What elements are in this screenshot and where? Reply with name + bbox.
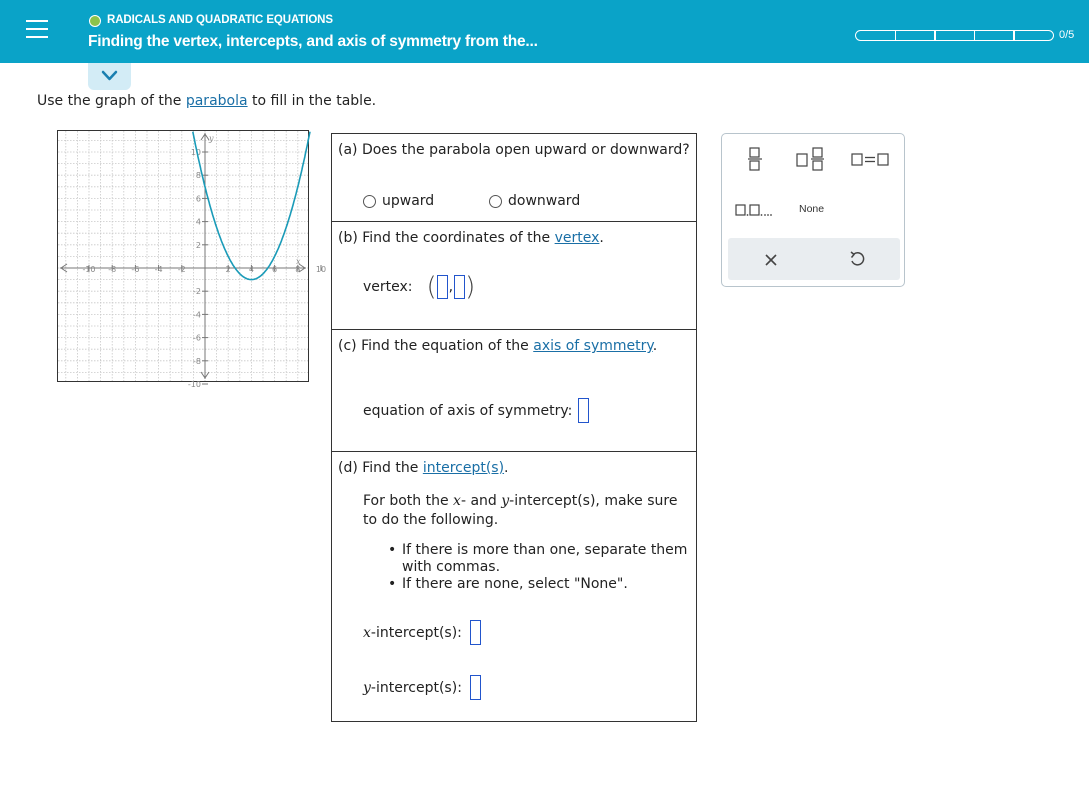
fraction-icon — [747, 146, 763, 172]
part-d-prefix: (d) Find the — [338, 460, 419, 476]
y-tick-label: -4 — [193, 310, 201, 320]
y-tick-label: -6 — [193, 333, 201, 343]
note-text: -intercept(s), make sure — [509, 493, 678, 509]
x-axis-label: x — [296, 257, 301, 266]
list-icon — [735, 203, 775, 217]
x-tick-label: -4 — [154, 265, 163, 274]
x-tick-label: -10 — [82, 265, 96, 274]
collapse-header-button[interactable] — [88, 63, 131, 90]
x-tick-label: 6 — [272, 265, 278, 274]
vertex-y-input[interactable] — [454, 275, 465, 299]
graph-canvas — [58, 131, 327, 389]
x-intercept-answer — [363, 620, 481, 645]
option-downward[interactable] — [489, 193, 580, 209]
vertex-answer — [363, 272, 475, 302]
part-b-question — [338, 230, 604, 246]
x-intercept-input[interactable] — [470, 620, 481, 645]
progress-count: 0/5 — [1059, 29, 1075, 41]
progress-segment — [974, 30, 1015, 41]
progress-segment — [855, 30, 896, 41]
chevron-down-icon — [101, 70, 118, 82]
part-d-row — [332, 452, 696, 721]
radio-circle-icon — [489, 195, 502, 208]
part-d-question — [338, 460, 509, 476]
y-axis-label: y — [209, 134, 214, 143]
option-upward[interactable] — [363, 193, 434, 209]
option-upward-label: upward — [382, 193, 435, 209]
undo-button[interactable] — [849, 250, 865, 272]
y-tick-label: -2 — [193, 287, 201, 297]
bullet-item: • If there are none, select "None". — [384, 576, 696, 593]
part-c-prefix: (c) Find the equation of the — [338, 338, 529, 354]
x-intercept-label: -intercept(s): — [370, 624, 462, 641]
x-tick-label: -8 — [108, 265, 117, 274]
mixed-number-icon — [796, 146, 826, 172]
x-tick-label: 2 — [225, 265, 231, 274]
x-tick-label: 8 — [295, 265, 301, 274]
part-c-row — [332, 330, 696, 452]
list-button[interactable] — [735, 202, 775, 221]
vertex-label: vertex: — [363, 279, 413, 295]
part-d-suffix: . — [504, 460, 509, 476]
equals-button[interactable] — [851, 152, 891, 172]
y-tick-label: 8 — [195, 171, 201, 181]
close-icon — [764, 253, 778, 267]
math-palette — [721, 133, 905, 287]
part-c-question — [338, 338, 657, 354]
parabola-graph — [57, 130, 327, 389]
y-var: y — [363, 679, 371, 696]
axis-label: equation of axis of symmetry: — [363, 402, 573, 419]
vertex-x-input[interactable] — [437, 275, 448, 299]
y-tick-label: 4 — [195, 217, 201, 227]
x-tick-label: 10 — [315, 265, 327, 274]
x-var: x — [363, 624, 371, 641]
menu-icon[interactable] — [26, 20, 48, 40]
none-button[interactable]: None — [799, 203, 825, 215]
undo-icon — [849, 250, 865, 268]
instructions — [37, 93, 376, 109]
part-a-question: (a) Does the parabola open upward or downward? — [338, 142, 690, 158]
top-bar — [0, 0, 1089, 63]
page-title: Finding the vertex, intercepts, and axis of symmetry from the... — [88, 33, 538, 50]
close-paren-icon: ) — [465, 272, 476, 302]
progress-bar — [855, 30, 1053, 41]
note-text: to do the following. — [363, 512, 499, 528]
comma-icon: , — [448, 279, 454, 295]
progress-segment — [1013, 30, 1054, 41]
axis-answer — [363, 398, 589, 423]
intercepts-link[interactable]: intercept(s) — [422, 460, 505, 476]
y-tick-label: -8 — [193, 356, 201, 366]
clear-button[interactable] — [764, 252, 778, 271]
option-downward-label: downward — [508, 193, 581, 209]
note-text: For both the — [363, 493, 449, 509]
question-table — [331, 133, 697, 722]
axis-of-symmetry-input[interactable] — [578, 398, 589, 423]
y-tick-label: -10 — [187, 380, 201, 389]
part-b-prefix: (b) Find the coordinates of the — [338, 230, 551, 246]
y-intercept-input[interactable] — [470, 675, 481, 700]
part-a-row — [332, 134, 696, 222]
y-tick-label: 6 — [195, 194, 201, 204]
x-tick-label: 4 — [248, 265, 254, 274]
x-tick-label: -2 — [177, 265, 186, 274]
progress-segment — [895, 30, 936, 41]
radio-circle-icon — [363, 195, 376, 208]
instructions-text-end: to fill in the table. — [252, 93, 377, 109]
note-text: - and — [460, 493, 497, 509]
bullet-item: • If there is more than one, separate them with commas. — [384, 542, 696, 576]
part-c-suffix: . — [652, 338, 658, 354]
palette-actions — [728, 238, 900, 280]
x-tick-label: -6 — [131, 265, 140, 274]
note-y-var: y — [501, 493, 510, 509]
topic-status-icon — [89, 15, 101, 27]
intercepts-bullets — [384, 542, 696, 593]
part-b-row — [332, 222, 696, 330]
vertex-link[interactable]: vertex — [554, 230, 600, 246]
note-x-var: x — [453, 493, 461, 509]
parabola-link[interactable]: parabola — [185, 93, 248, 109]
topic-label: RADICALS AND QUADRATIC EQUATIONS — [107, 14, 333, 26]
y-tick-label: 2 — [195, 240, 201, 250]
y-intercept-answer — [363, 675, 481, 700]
progress-segment — [934, 30, 975, 41]
part-b-suffix: . — [599, 230, 604, 246]
mixed-number-button[interactable] — [796, 146, 826, 176]
intercepts-instructions — [363, 492, 693, 530]
open-paren-icon: ( — [426, 272, 437, 302]
axis-of-symmetry-link[interactable]: axis of symmetry — [533, 338, 653, 354]
instructions-text: Use the graph of the — [37, 93, 182, 109]
equals-icon — [851, 152, 891, 168]
y-tick-label: 10 — [190, 148, 201, 157]
fraction-button[interactable] — [747, 146, 763, 176]
y-intercept-label: -intercept(s): — [370, 679, 462, 696]
